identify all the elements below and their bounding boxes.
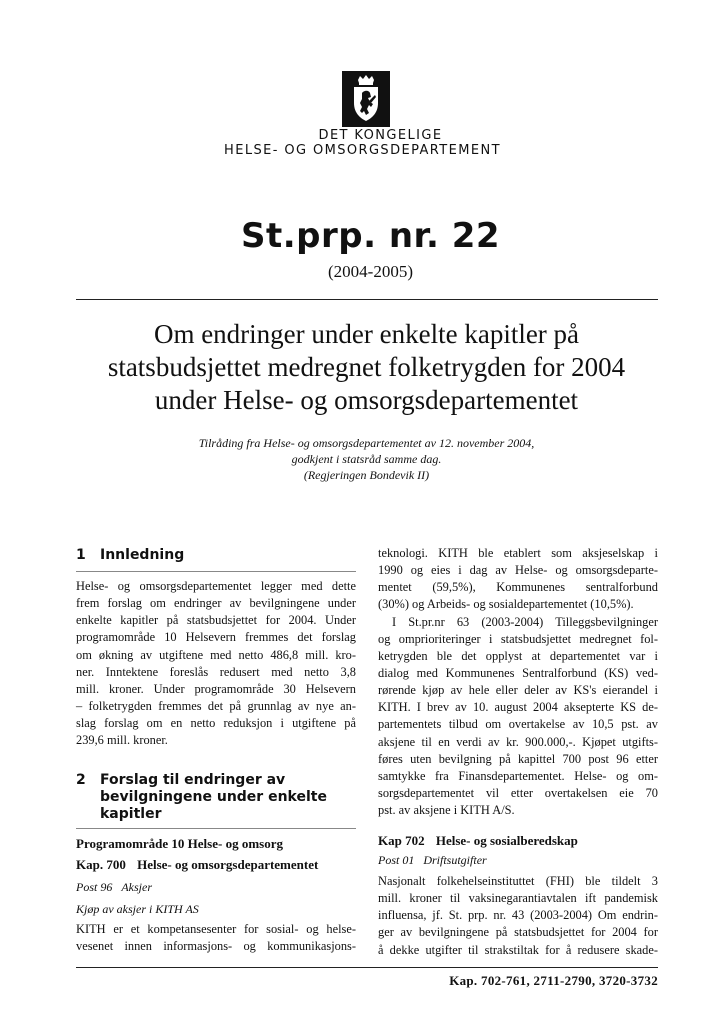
body-line: ger av bevilgningene på statsbudsjettet for 2004 for xyxy=(378,925,658,940)
post-01-heading xyxy=(378,853,487,868)
body-line: mentet (59,5%), Kommunenes sentralforbund xyxy=(378,580,658,595)
session-years: (2004-2005) xyxy=(328,262,413,281)
proposition-title: St.prp. nr. 22 xyxy=(240,216,501,256)
body-line: – folketrygden fremmes det på grunnlag av nye an- xyxy=(76,698,356,713)
body-line: føres uten bevilgning på kapittel 700 post 96 etter xyxy=(378,751,658,766)
body-line: teknologi. KITH ble etablert som aksjeselskap i xyxy=(378,546,658,560)
kap-702-title: Helse- og sosialberedskap xyxy=(435,833,578,848)
body-line: ner. Inntektene foreslås redusert med netto 3,8 xyxy=(76,664,356,679)
recommendation-line: (Regjeringen Bondevik II) xyxy=(303,468,430,482)
body-line: mill. kroner. Under programområde 30 Helsevern xyxy=(76,681,356,696)
section-2-title-line: kapitler xyxy=(100,806,162,822)
coat-of-arms-logo xyxy=(342,71,390,127)
section-2-number: 2 xyxy=(76,772,86,788)
recommendation-line: Tilråding fra Helse- og omsorgsdepartementet av 12. november 2004, xyxy=(198,436,535,450)
body-line: og omprioriteringer i statsbudsjettet medregnet fol- xyxy=(378,631,658,646)
body-line: 239,6 mill. kroner. xyxy=(76,733,168,748)
post-96-heading xyxy=(76,880,152,895)
fhi-body xyxy=(378,873,658,959)
kith-continued-body xyxy=(378,545,658,819)
kap-700-heading xyxy=(76,857,356,873)
section-1-body xyxy=(76,578,356,749)
body-line: om økning av utgiftene med netto 486,8 mill. kro- xyxy=(76,647,356,662)
post-96-title: Aksjer xyxy=(121,880,152,894)
body-line: (30%) og Arbeids- og sosialdepartementet (10,5%). xyxy=(378,597,634,612)
section-1-rule xyxy=(76,571,356,572)
body-line: Helse- og omsorgsdepartementet legger med dette xyxy=(76,579,356,593)
kap-700-title: Helse- og omsorgsdepartementet xyxy=(137,857,319,872)
body-line: rørende kjøp av hele eller deler av KS's eierandel i xyxy=(378,683,658,698)
kith-intro-body xyxy=(76,921,356,955)
body-line: Nasjonalt folkehelseinstituttet (FHI) ble tildelt 3 xyxy=(378,874,658,888)
kap-700-number: Kap. 700 xyxy=(76,857,126,872)
body-line: I St.pr.nr 63 (2003-2004) Tilleggsbevilgninger xyxy=(392,614,658,629)
body-line: pst. av aksjene i KITH A/S. xyxy=(378,803,515,818)
kap-702-heading xyxy=(378,833,578,849)
ministry-line-2: HELSE- OG OMSORGSDEPARTEMENT xyxy=(224,143,501,158)
recommendation-line: godkjent i statsråd samme dag. xyxy=(291,452,442,466)
main-title-line: statsbudsjettet medregnet folketrygden for 2004 xyxy=(107,352,626,382)
ministry-name xyxy=(0,128,725,158)
body-line: influensa, jf. St. prp. nr. 43 (2003-2004) Om endrin- xyxy=(378,908,658,923)
body-line: enkelte kapitler på statsbudsjettet for 2004. Under xyxy=(76,613,356,628)
document-main-title xyxy=(0,318,725,417)
body-line: aksjene til en verdi av kr. 900.000,-. Kjøpet utgifts- xyxy=(378,734,658,749)
body-line: programområde 10 Helsevern fremmes det forslag xyxy=(76,630,356,645)
body-line: samtykke fra Finansdepartementet. Helse- og om- xyxy=(378,768,658,783)
post-96-number: Post 96 xyxy=(76,880,113,894)
body-line: KITH er et kompetansesenter for sosial- og helse- xyxy=(76,922,356,936)
section-1-title: Innledning xyxy=(100,547,185,563)
section-2-title-line: bevilgningene under enkelte xyxy=(100,789,327,805)
footer-rule xyxy=(76,967,658,968)
body-line: dialog med Kommunenes Sentralforbund (KS) ved- xyxy=(378,665,658,680)
body-line: frem forslag om endringer av bevilgningene under xyxy=(76,596,356,611)
body-line: slag forslag om en netto reduksjon i utgiftene på xyxy=(76,716,356,731)
section-1-number: 1 xyxy=(76,547,86,563)
section-1-heading xyxy=(76,547,356,565)
body-line: vesenet innen informasjons- og kommunikasjons- xyxy=(76,939,356,954)
programme-area-heading: Programområde 10 Helse- og omsorg xyxy=(76,836,283,851)
body-line: ketrygden ble det opplyst at departementet var i xyxy=(378,648,658,663)
section-2-title-line: Forslag til endringer av xyxy=(100,772,286,788)
section-2-rule xyxy=(76,828,356,829)
main-title-line: Om endringer under enkelte kapitler på xyxy=(153,319,580,349)
body-line: partementets tilbud om overtakelse av 10,5 pst. av xyxy=(378,717,658,732)
ministry-line-1: DET KONGELIGE xyxy=(318,128,443,143)
post-01-title: Driftsutgifter xyxy=(423,853,487,867)
body-line: mill. kroner til vaksinegarantiavtalen ift pandemisk xyxy=(378,891,658,906)
section-2-title xyxy=(100,772,360,823)
title-divider xyxy=(76,299,658,300)
purchase-subheading: Kjøp av aksjer i KITH AS xyxy=(76,902,199,916)
post-01-number: Post 01 xyxy=(378,853,415,867)
footer-chapter-range: Kap. 702-761, 2711-2790, 3720-3732 xyxy=(449,973,658,988)
main-title-line: under Helse- og omsorgsdepartementet xyxy=(154,385,579,415)
body-line: KITH. I brev av 10. august 2004 aksepterte KS de- xyxy=(378,700,658,715)
body-line: å dekke utgifter til strakstiltak for å redusere skade- xyxy=(378,942,658,957)
kap-702-number: Kap 702 xyxy=(378,833,425,848)
recommendation-note xyxy=(0,435,725,483)
section-2-heading xyxy=(76,772,356,824)
body-line: sorgsdepartementet vil etter overtakelsen eie 70 xyxy=(378,785,658,800)
body-line: 1990 og eies i dag av Helse- og omsorgsdeparte- xyxy=(378,563,658,578)
